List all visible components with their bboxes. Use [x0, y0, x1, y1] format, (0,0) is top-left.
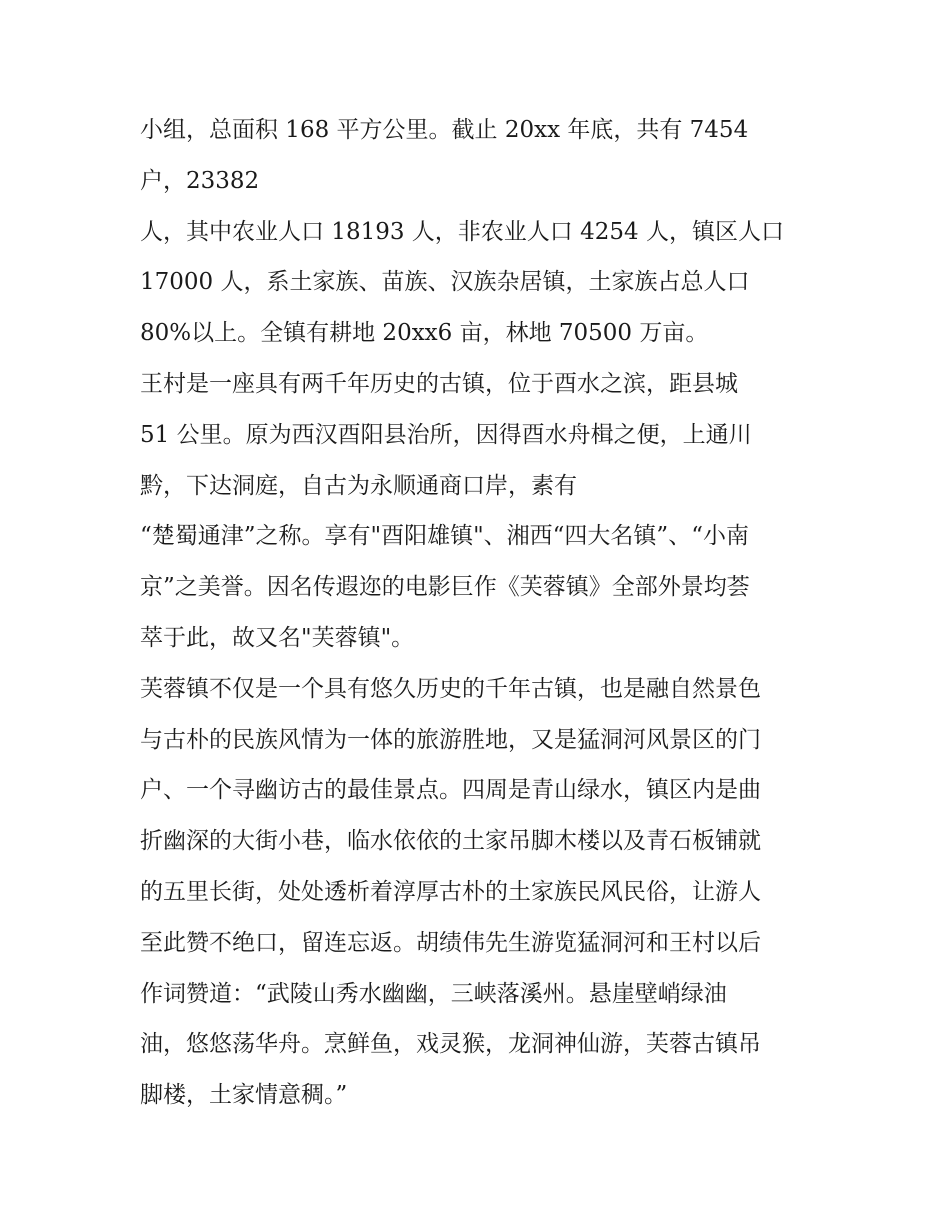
text-line: 京”之美誉。因名传遐迩的电影巨作《芙蓉镇》全部外景均荟	[140, 574, 750, 601]
text-line: 萃于此，故又名"芙蓉镇"。	[140, 624, 415, 651]
text-line: 的五里长街，处处透析着淳厚古朴的土家族民风民俗，让游人	[140, 878, 761, 905]
text-line: 折幽深的大街小巷，临水依依的土家吊脚木楼以及青石板铺就	[140, 828, 761, 855]
text-line: 芙蓉镇不仅是一个具有悠久历史的千年古镇，也是融自然景色	[140, 675, 761, 702]
text-line: 户、一个寻幽访古的最佳景点。四周是青山绿水，镇区内是曲	[140, 777, 761, 804]
text-line: 与古朴的民族风情为一体的旅游胜地，又是猛洞河风景区的门	[140, 726, 761, 753]
text-line: 户，23382	[140, 167, 260, 194]
text-line: 51 公里。原为西汉酉阳县治所，因得酉水舟楫之便，上通川	[140, 421, 752, 448]
document-body	[140, 105, 830, 1121]
text-line: 小组，总面积 168 平方公里。截止 20xx 年底，共有 7454	[140, 117, 749, 143]
text-line: “楚蜀通津”之称。享有"酉阳雄镇"、湘西“四大名镇”、“小南	[140, 523, 749, 550]
text-line: 脚楼，土家情意稠。”	[140, 1082, 348, 1109]
text-line: 80%以上。全镇有耕地 20xx6 亩，林地 70500 万亩。	[140, 320, 709, 347]
text-line: 王村是一座具有两千年历史的古镇，位于酉水之滨，距县城	[140, 370, 738, 397]
text-line: 油，悠悠荡华舟。烹鲜鱼，戏灵猴，龙洞神仙游，芙蓉古镇吊	[140, 1031, 761, 1058]
text-line: 至此赞不绝口，留连忘返。胡绩伟先生游览猛洞河和王村以后	[140, 929, 761, 956]
text-line: 作词赞道：“武陵山秀水幽幽，三峡落溪州。悬崖壁峭绿油	[140, 980, 727, 1007]
text-line: 黔，下达洞庭，自古为永顺通商口岸，素有	[140, 472, 577, 499]
text-line: 人，其中农业人口 18193 人，非农业人口 4254 人，镇区人口	[140, 218, 784, 245]
text-line: 17000 人，系土家族、苗族、汉族杂居镇，土家族占总人口	[140, 269, 750, 296]
